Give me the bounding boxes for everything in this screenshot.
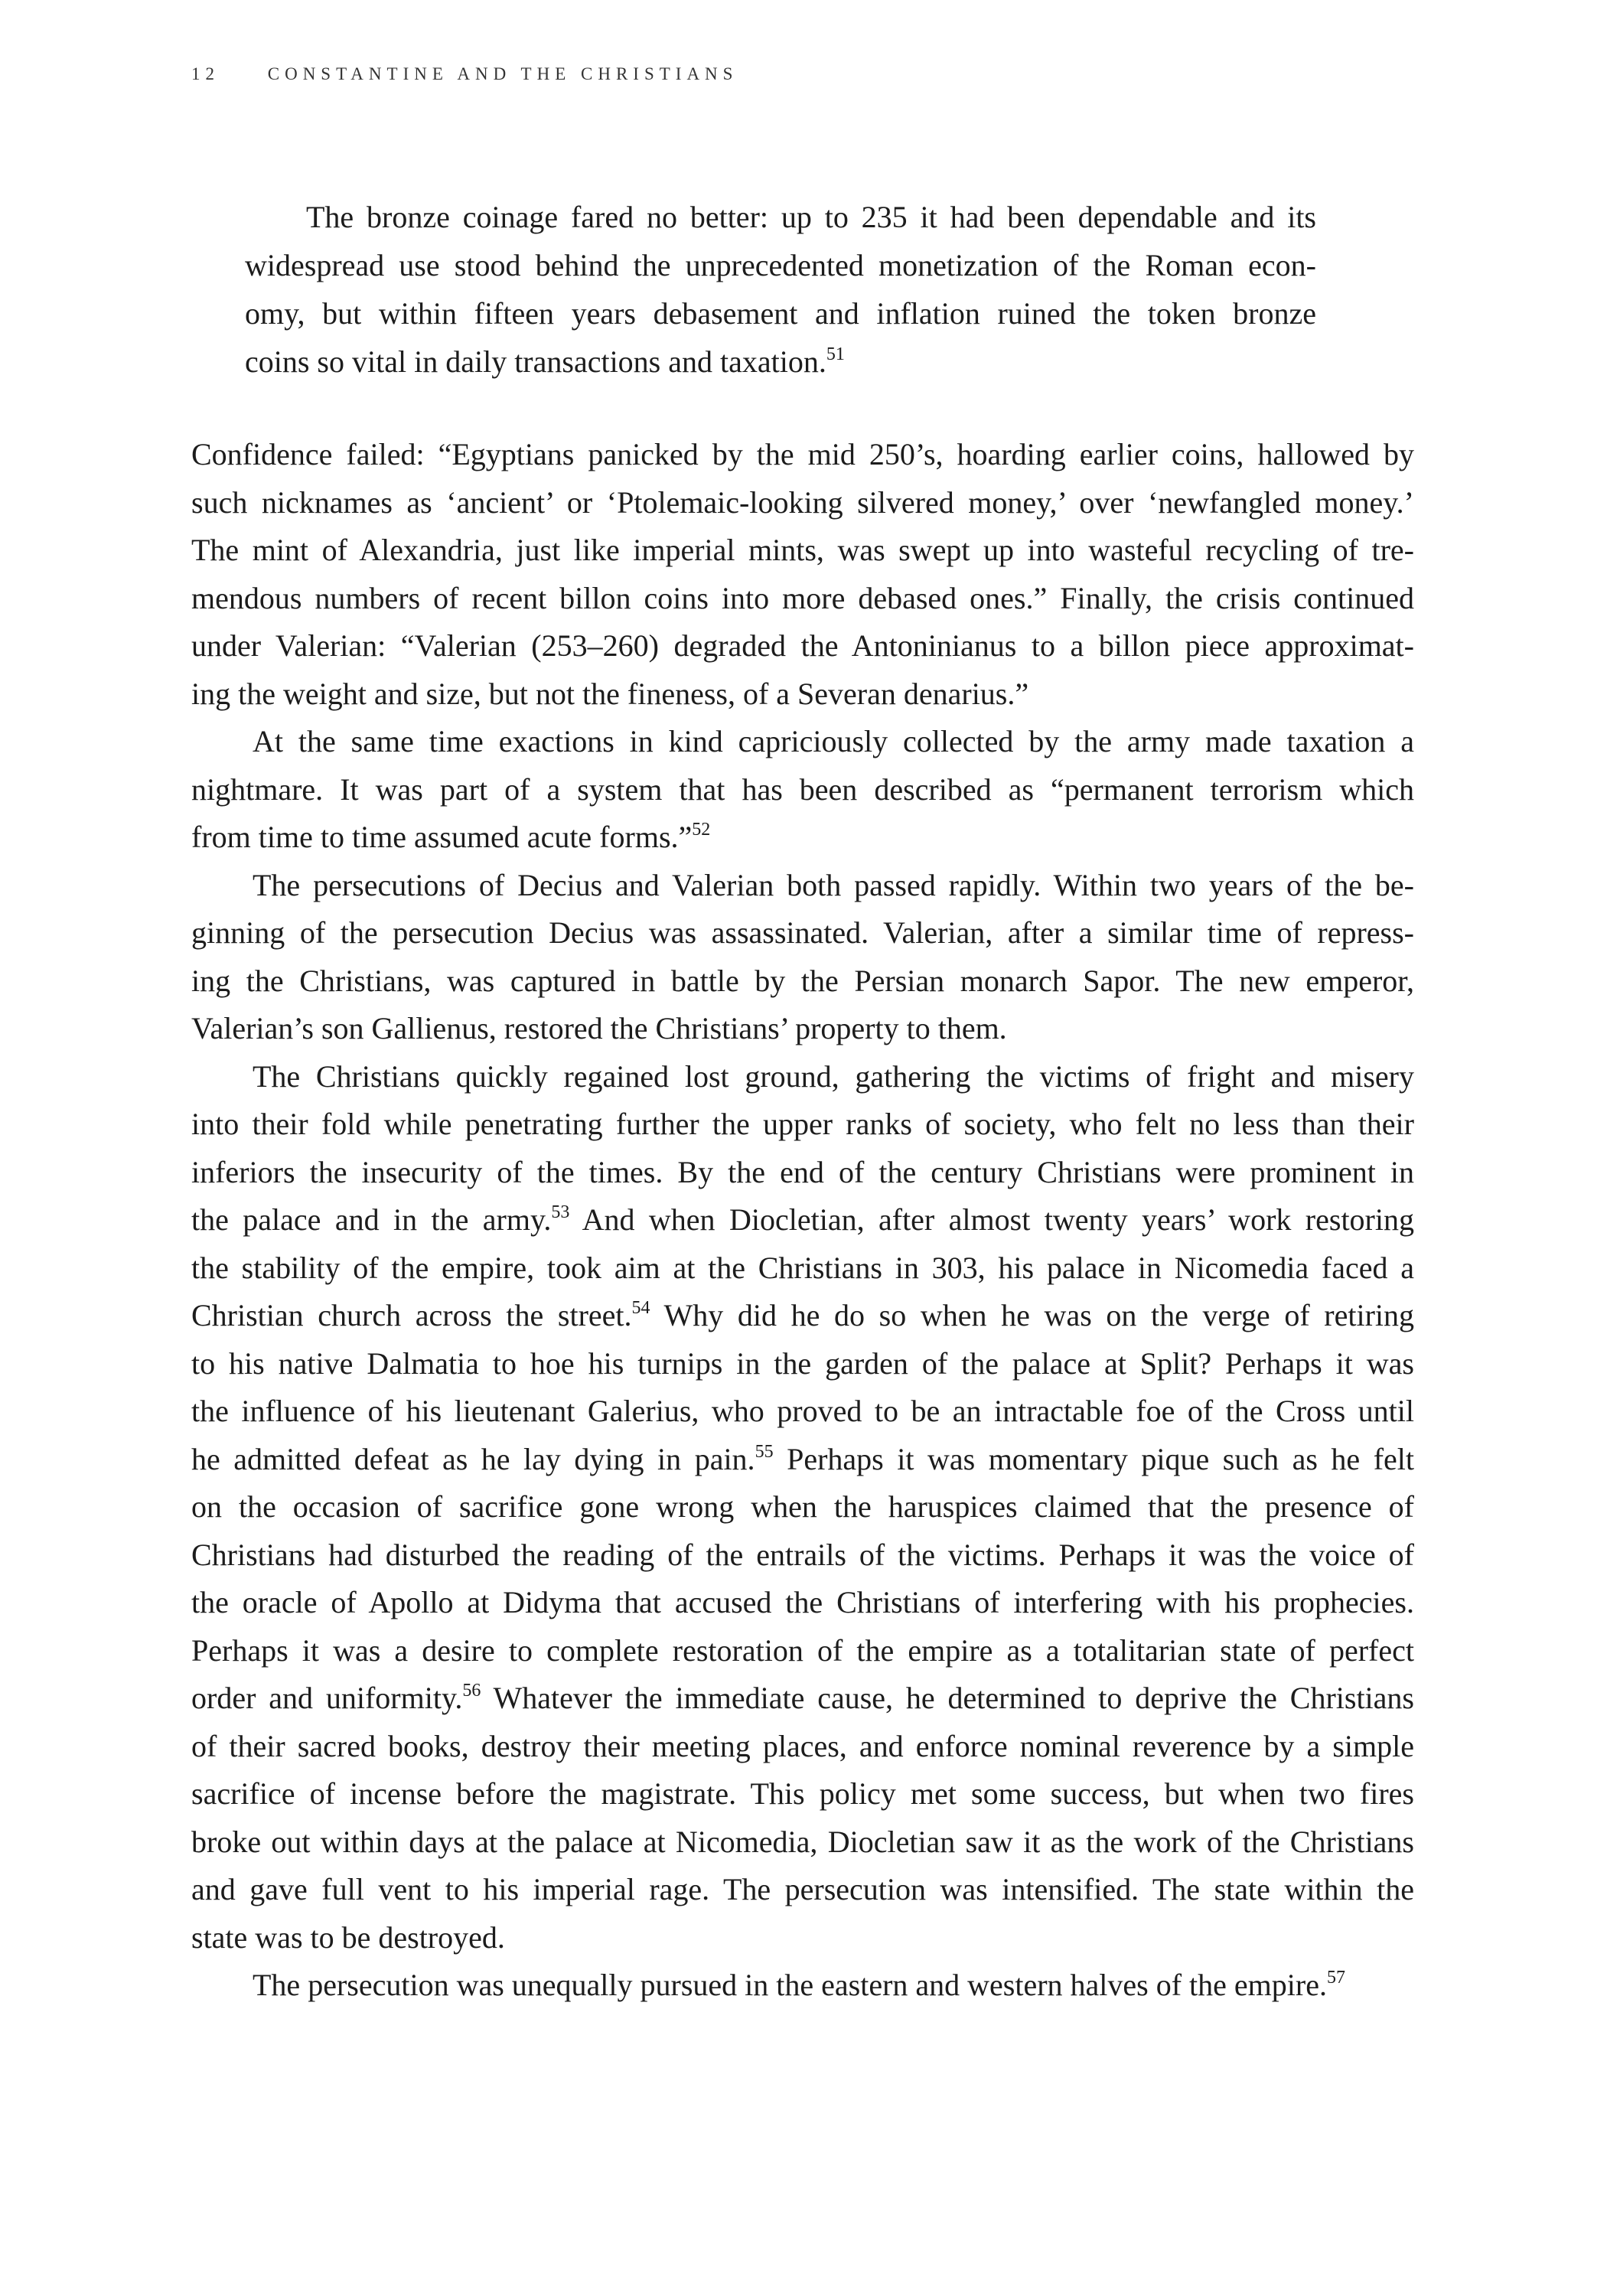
paragraph (191, 718, 1414, 862)
text-line: The mint of Alexandria, just like imperial mints, was swept up into wasteful recycling of tre- (191, 533, 1414, 567)
text-line: Christian church across the street.$^{54}$ Why did he do so when he was on the verge of retiring (191, 1298, 1415, 1332)
text-line: At the same time exactions in kind capriciously collected by the army made taxation a (253, 724, 1414, 758)
footnote-ref: 56 (462, 1681, 481, 1701)
text-line: the oracle of Apollo at Didyma that accused the Christians of interfering with his prophecies. (191, 1585, 1414, 1619)
footnote-ref: 54 (631, 1298, 650, 1318)
paragraph (191, 1053, 1414, 1962)
text-line: ginning of the persecution Decius was assassinated. Valerian, after a similar time of repress- (191, 915, 1414, 950)
text-line: inferiors the insecurity of the times. By the end of the century Christians were prominent in (191, 1154, 1414, 1189)
block-quote (245, 193, 1316, 386)
text-line: The Christians quickly regained lost ground, gathering the victims of fright and misery (253, 1058, 1414, 1094)
text-line: the palace and in the army.$^{53}$ And when Diocletian, after almost twenty years’ work restoring (191, 1202, 1414, 1237)
text-line: Valerian’s son Gallienus, restored the Christians’ property to them. (191, 1011, 1007, 1045)
footnote-ref: 51 (826, 344, 845, 364)
text-line: state was to be destroyed. (191, 1919, 505, 1955)
running-header (191, 64, 738, 84)
text-line: ing the Christians, was captured in battle by the Persian monarch Sapor. The new emperor, (191, 963, 1414, 998)
text-line: under Valerian: “Valerian (253–260) degraded the Antoninianus to a billon piece approximat- (191, 628, 1414, 663)
text-line: sacrifice of incense before the magistrate. This policy met some success, but when two fires (191, 1776, 1414, 1811)
text-line: The persecution was unequally pursued in the eastern and western halves of the empire.$^{57}$ (253, 1968, 1345, 2002)
text-line: the stability of the empire, took aim at the Christians in 303, his palace in Nicomedia faced a (191, 1250, 1414, 1285)
footnote-ref: 57 (1326, 1968, 1345, 1988)
text-line: ing the weight and size, but not the fineness, of a Severan denarius.” (191, 676, 1029, 711)
text-line: broke out within days at the palace at Nicomedia, Diocletian saw it as the work of the Christians (191, 1824, 1414, 1859)
footnote-ref: 52 (692, 820, 711, 840)
page-number: 12 (191, 64, 220, 83)
text-line: such nicknames as ‘ancient’ or ‘Ptolemaic-looking silvered money,’ over ‘newfangled money.’ (191, 484, 1414, 520)
paragraph (191, 431, 1414, 718)
body-text (191, 431, 1414, 2010)
text-line: of their sacred books, destroy their meeting places, and enforce nominal reverence by a simple (191, 1728, 1414, 1763)
text-line: mendous numbers of recent billon coins into more debased ones.” Finally, the crisis continued (191, 580, 1414, 615)
quote-line: The bronze coinage fared no better: up to 235 it had been dependable and its (306, 200, 1316, 234)
footnote-ref: 55 (755, 1441, 774, 1462)
text-line: from time to time assumed acute forms.”$^{52}$ (191, 820, 711, 854)
quote-line: omy, but within fifteen years debasement and inflation ruined the token bronze (245, 296, 1316, 331)
text-line: The persecutions of Decius and Valerian both passed rapidly. Within two years of the be- (253, 867, 1414, 902)
footnote-ref: 53 (551, 1202, 570, 1222)
text-line: the influence of his lieutenant Galerius, who proved to be an intractable foe of the Cross until (191, 1394, 1414, 1428)
text-line: Christians had disturbed the reading of the entrails of the victims. Perhaps it was the voice of (191, 1537, 1414, 1572)
text-line: and gave full vent to his imperial rage. The persecution was intensified. The state within the (191, 1872, 1414, 1906)
paragraph (191, 1962, 1414, 2010)
text-line: to his native Dalmatia to hoe his turnips in the garden of the palace at Split? Perhaps it was (191, 1345, 1414, 1381)
running-title: CONSTANTINE AND THE CHRISTIANS (267, 64, 738, 83)
text-line: Confidence failed: “Egyptians panicked by the mid 250’s, hoarding earlier coins, hallowed by (191, 437, 1414, 471)
paragraph (191, 862, 1414, 1053)
text-line: he admitted defeat as he lay dying in pain.$^{55}$ Perhaps it was momentary pique such as he felt (191, 1441, 1414, 1476)
quote-line: widespread use stood behind the unprecedented monetization of the Roman econ- (245, 248, 1316, 282)
text-line: Perhaps it was a desire to complete restoration of the empire as a totalitarian state of perfect (191, 1632, 1414, 1668)
text-line: nightmare. It was part of a system that has been described as “permanent terrorism which (191, 771, 1414, 807)
quote-line: coins so vital in daily transactions and taxation.$^{51}$ (245, 344, 845, 379)
text-line: order and uniformity.$^{56}$ Whatever the immediate cause, he determined to deprive the Christians (191, 1681, 1414, 1715)
text-line: on the occasion of sacrifice gone wrong when the haruspices claimed that the presence of (191, 1489, 1414, 1524)
text-line: into their fold while penetrating further the upper ranks of society, who felt no less than their (191, 1107, 1414, 1141)
